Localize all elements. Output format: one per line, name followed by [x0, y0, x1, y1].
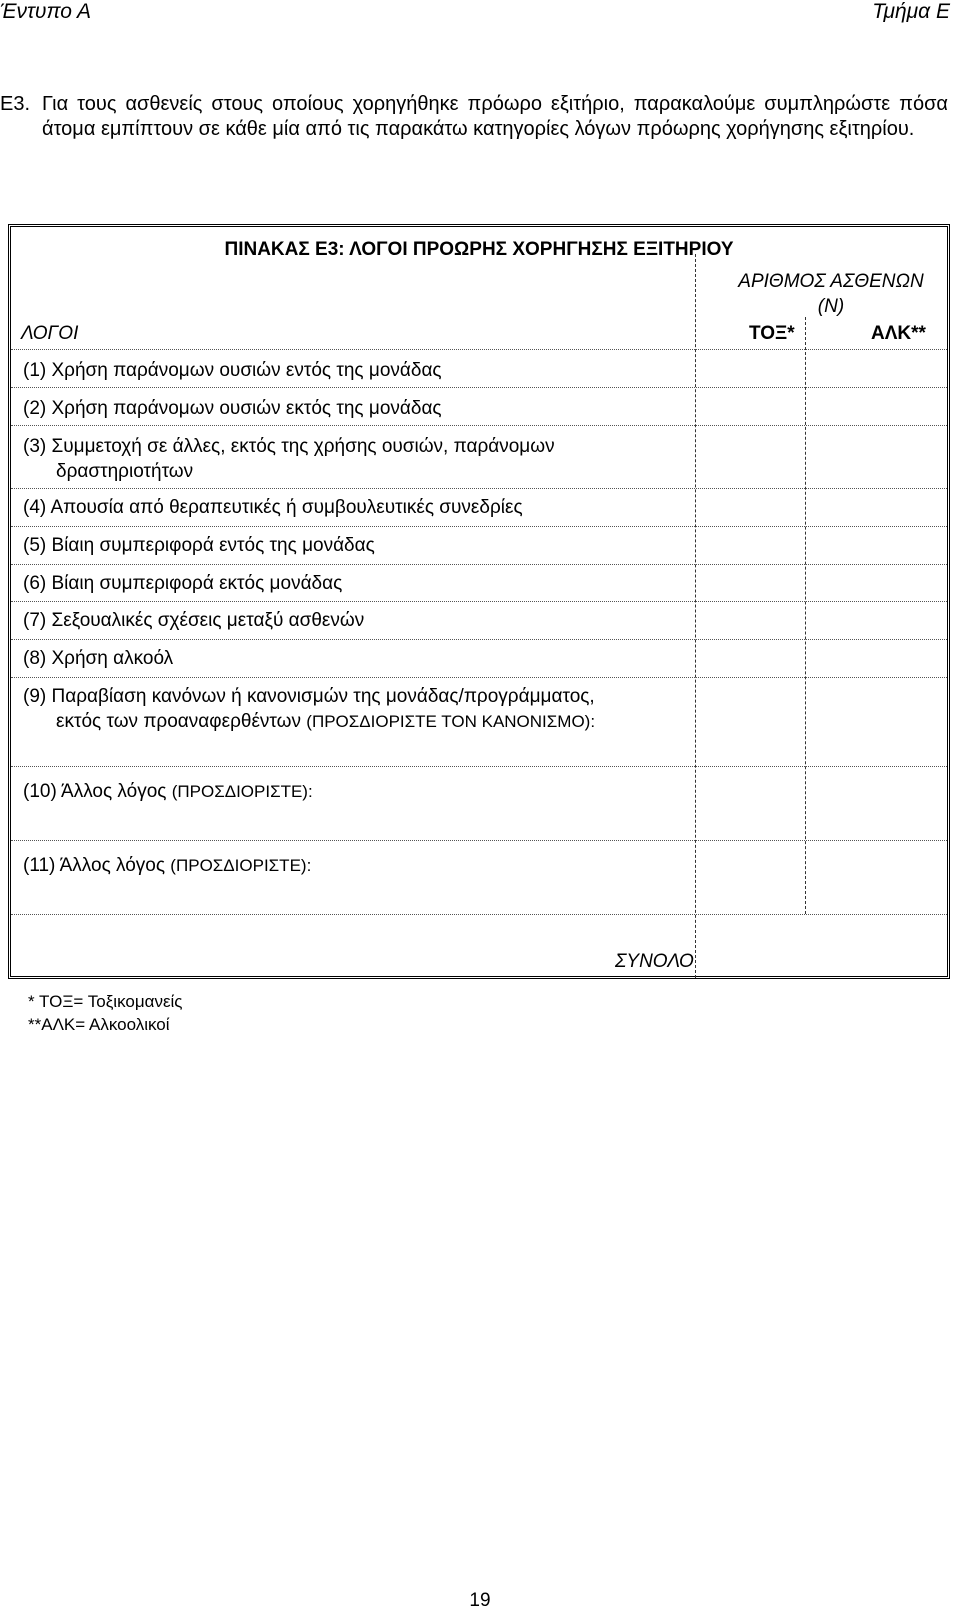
footnotes — [28, 990, 183, 1036]
reason-row-3: (3) Συμμετοχή σε άλλες, εκτός της χρήσης ουσιών, παράνομων δραστηριοτήτων — [23, 436, 555, 482]
reason-row-8: (8) Χρήση αλκοόλ — [23, 648, 174, 669]
row-divider — [11, 677, 947, 678]
reasons-table — [8, 224, 950, 979]
reason-row-7: (7) Σεξουαλικές σχέσεις μεταξύ ασθενών — [23, 610, 365, 631]
question-number: Ε3. — [0, 93, 31, 115]
column-divider — [805, 317, 806, 914]
row-divider — [11, 840, 947, 841]
reason-row-2: (2) Χρήση παράνομων ουσιών εκτός της μονάδας — [23, 398, 442, 419]
row-divider — [11, 564, 947, 565]
row-divider — [11, 639, 947, 640]
reason-row-1: (1) Χρήση παράνομων ουσιών εντός της μονάδας — [23, 360, 442, 381]
footnote-alk: **ΑΛΚ= Αλκοολικοί — [28, 1015, 170, 1034]
row-divider — [11, 488, 947, 489]
row-divider — [11, 349, 947, 350]
row-divider — [11, 387, 947, 388]
total-label: ΣΥΝΟΛΟ — [615, 951, 694, 972]
section-label: Τμήμα Ε — [872, 0, 950, 23]
form-label: Έντυπο Α — [0, 0, 91, 23]
patient-count-unit: (Ν) — [817, 296, 845, 317]
reason-row-10: (10) Άλλος λόγος (ΠΡΟΣΔΙΟΡΙΣΤΕ): — [23, 781, 313, 802]
row-divider — [11, 526, 947, 527]
reason-row-4: (4) Απουσία από θεραπευτικές ή συμβουλευτικές συνεδρίες — [23, 497, 523, 518]
specify-note: (ΠΡΟΣΔΙΟΡΙΣΤΕ): — [170, 856, 312, 875]
column-header-alk: ΑΛΚ** — [871, 323, 926, 344]
specify-rule-note: (ΠΡΟΣΔΙΟΡΙΣΤΕ ΤΟΝ ΚΑΝΟΝΙΣΜΟ): — [306, 712, 596, 731]
row-divider — [11, 425, 947, 426]
table-title: ΠΙΝΑΚΑΣ Ε3: ΛΟΓΟΙ ΠΡΟΩΡΗΣ ΧΟΡΗΓΗΣΗΣ ΕΞΙΤΗΡΙΟΥ — [224, 239, 734, 260]
reason-row-11: (11) Άλλος λόγος (ΠΡΟΣΔΙΟΡΙΣΤΕ): — [23, 855, 312, 876]
footnote-tox: * ΤΟΞ= Τοξικομανείς — [28, 992, 183, 1011]
column-header-tox: ΤΟΞ* — [749, 323, 795, 344]
reason-row-5: (5) Βίαιη συμπεριφορά εντός της μονάδας — [23, 535, 375, 556]
row-divider — [11, 601, 947, 602]
reason-row-6: (6) Βίαιη συμπεριφορά εκτός μονάδας — [23, 573, 343, 594]
question-e3 — [0, 92, 948, 142]
page-number: 19 — [469, 1590, 491, 1611]
patient-count-header — [711, 269, 951, 319]
column-divider — [695, 254, 696, 978]
question-text: Για τους ασθενείς στους οποίους χορηγήθηκε πρόωρο εξιτήριο, παρακαλούμε συμπληρώστε πόσα άτομα εμπίπτουν σε κάθε μία από τις παρακάτω κατηγορίες λόγων πρόωρης χορήγησης εξιτηρίου. — [42, 93, 948, 140]
column-header-reasons: ΛΟΓΟΙ — [21, 323, 79, 344]
row-divider — [11, 766, 947, 767]
reason-row-9: (9) Παραβίαση κανόνων ή κανονισμών της μονάδας/προγράμματος, εκτός των προαναφερθέντων (ΠΡΟΣΔΙΟΡΙΣΤΕ ΤΟΝ ΚΑΝΟΝΙΣΜΟ): — [23, 686, 596, 732]
patient-count-label: ΑΡΙΘΜΟΣ ΑΣΘΕΝΩΝ — [738, 271, 924, 292]
specify-note: (ΠΡΟΣΔΙΟΡΙΣΤΕ): — [171, 782, 313, 801]
row-divider — [11, 914, 947, 915]
